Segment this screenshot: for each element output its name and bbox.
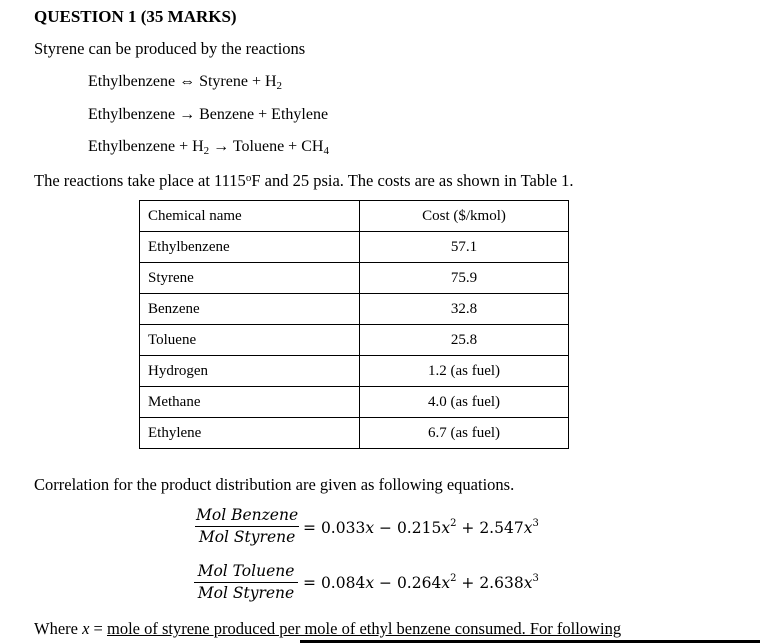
power-2: 2 (450, 518, 457, 529)
equals-sign: = (89, 619, 107, 638)
chemical-name-cell: Ethylbenzene (140, 232, 360, 263)
question-title: QUESTION 1 (35 MARKS) (34, 7, 237, 26)
variable-x: x (523, 519, 533, 537)
chemical-name-cell: Methane (140, 387, 360, 418)
table-row (140, 387, 569, 418)
cost-cell: 75.9 (360, 263, 569, 294)
reaction-3-reactants: Ethylbenzene + H (88, 138, 204, 155)
plus-sign: + (461, 519, 475, 537)
forward-arrow-icon: → (213, 138, 230, 155)
reaction-3 (88, 138, 329, 157)
conditions-text (34, 171, 574, 191)
cost-cell: 6.7 (as fuel) (360, 418, 569, 449)
chemical-name-cell: Hydrogen (140, 356, 360, 387)
correlation-intro: Correlation for the product distribution are given as following equations. (34, 475, 515, 494)
coefficient-2: 0.264 (396, 574, 442, 592)
coefficient-1: 0.084 (320, 574, 366, 592)
table-row (140, 325, 569, 356)
cost-table (139, 200, 569, 449)
equation-1-numerator: Mol Benzene (196, 506, 299, 524)
reaction-3-subscript: 4 (323, 145, 329, 157)
table-row (140, 232, 569, 263)
coefficient-3: 2.638 (479, 574, 524, 592)
variable-x: x (441, 519, 451, 537)
equals-sign: = (303, 574, 316, 592)
header-cost: Cost ($/kmol) (360, 201, 569, 232)
where-lead: Where (34, 619, 83, 638)
intro-text: Styrene can be produced by the reactions (34, 39, 306, 58)
reaction-1 (88, 73, 282, 92)
equation-2-denominator: Mol Styrene (197, 584, 295, 602)
chemical-name-cell: Benzene (140, 294, 360, 325)
reaction-3-products: Toluene + CH (232, 138, 324, 155)
reaction-1-reactants: Ethylbenzene (88, 73, 176, 90)
equation-2-rhs (303, 573, 539, 592)
table-row (140, 294, 569, 325)
equation-2-fraction (194, 562, 298, 602)
table-row (140, 356, 569, 387)
variable-x: x (82, 619, 90, 638)
power-2: 2 (450, 573, 457, 584)
equation-1-rhs (303, 518, 539, 537)
coefficient-2: 0.215 (396, 519, 442, 537)
minus-sign: − (379, 574, 392, 592)
degree-symbol: o (245, 172, 252, 184)
cost-cell: 4.0 (as fuel) (360, 387, 569, 418)
chemical-name-cell: Styrene (140, 263, 360, 294)
cost-cell: 25.8 (360, 325, 569, 356)
variable-x: x (441, 574, 451, 592)
equation-2-numerator: Mol Toluene (197, 562, 295, 580)
reaction-2-reactants: Ethylbenzene (88, 106, 176, 123)
variable-x: x (365, 574, 375, 592)
chemical-name-cell: Ethylene (140, 418, 360, 449)
reaction-2-products: Benzene + Ethylene (199, 106, 329, 123)
where-definition (34, 619, 621, 639)
coefficient-1: 0.033 (320, 519, 366, 537)
equilibrium-arrow-icon: ⇔ (179, 73, 196, 90)
forward-arrow-icon: → (179, 106, 196, 123)
reaction-1-products: Styrene + H (199, 73, 277, 90)
cost-cell: 57.1 (360, 232, 569, 263)
cost-cell: 32.8 (360, 294, 569, 325)
power-3: 3 (532, 518, 539, 529)
reaction-2 (88, 106, 328, 124)
chemical-name-cell: Toluene (140, 325, 360, 356)
coefficient-3: 2.547 (479, 519, 524, 537)
equals-sign: = (303, 519, 316, 537)
equation-1-denominator: Mol Styrene (198, 528, 296, 546)
variable-x: x (523, 574, 533, 592)
table-row (140, 418, 569, 449)
where-text: mole of styrene produced per mole of ethyl benzene consumed. For following (106, 619, 622, 638)
reaction-3-reactant-subscript: 2 (203, 145, 210, 157)
cost-cell: 1.2 (as fuel) (360, 356, 569, 387)
table-row (140, 263, 569, 294)
header-chemical-name: Chemical name (140, 201, 360, 232)
conditions-after: F and 25 psia. The costs are as shown in Table 1. (251, 171, 574, 190)
table-header-row (140, 201, 569, 232)
plus-sign: + (461, 574, 475, 592)
minus-sign: − (379, 519, 392, 537)
fraction-bar (194, 582, 298, 583)
power-3: 3 (532, 573, 539, 584)
fraction-bar (195, 526, 299, 527)
reaction-1-subscript: 2 (276, 80, 283, 92)
conditions-before: The reactions take place at 1115 (34, 171, 246, 190)
equation-1-fraction (194, 506, 300, 546)
variable-x: x (365, 519, 375, 537)
